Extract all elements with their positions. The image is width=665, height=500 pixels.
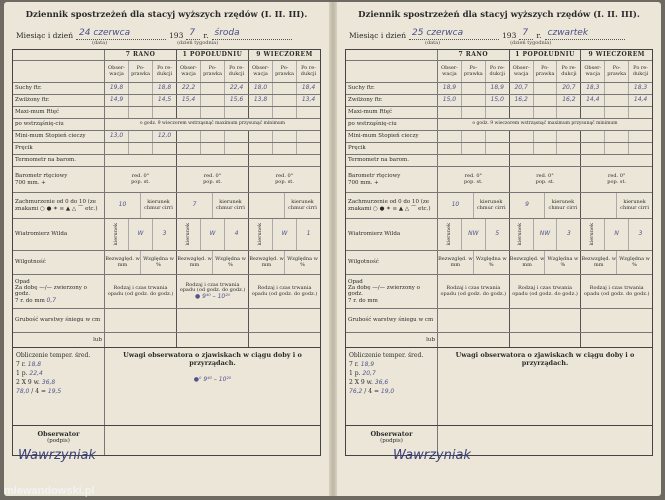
reading-cell (629, 83, 652, 94)
reading-cell (557, 143, 581, 154)
row-dry (438, 83, 652, 94)
reading-cell (605, 95, 629, 106)
reading-cell (225, 131, 249, 142)
reading-cell (534, 143, 558, 154)
reading-cell (177, 143, 201, 154)
reading-value: 18,9 (490, 84, 504, 92)
observation-grid: 7 RANO 1 POPOŁUDNIU 9 WIECZOREM Obser-wacja Po-prawka Po re-dukcji Obser-wacja Po-prawka Po re-dukcji Obser-wacja Po-prawka Po re-dukcji Suchy ftr. 18,9 18,9 20,7 20,7 18,3 18,3 Zwilżony ftr. 15,0 15,0 16,2 16,2 14,4 14,4 Maxi-mum Rtęć po wstrząśnię-ciu o godz. 9 wieczorem wstrząsnąć maximum przysunąć minimum Mini-mum Stopień cieczy Pręcik Termometr na barom. Barometr rtęciowy 700 mm. + red. 0° pop. st. red. 0° pop. st. red. 0° pop. st. Zachmurzenie od 0 do 10 (ze znakami ○ ● ✶ ≡ ▲ △ ⌒ etc.) 10 kierunek chmur cirri 9 kierunek chmur cirri kierunek chmur cirri Wiatromierz Wilda kierunek NW 5 kierunek NW 3 kierunek N 3 Wilgotność Bezwzględ. w mm Względna w % Bezwzględ. w mm Względna w % Bezwzględ. w mm Względna w % Opad Za dobę —/— zwierzony o godz. 7 r. do mm Rodzaj i czas trwania opadu (od godz. do godz.) Rodzaj i czas trwania opadu (od godz. do godz.) Rodzaj i czas trwania opadu (od godz. do godz.) Grubość warstwy śniegu w cm lub (345, 49, 653, 348)
reading-cell (129, 95, 153, 106)
date-line: Miesiąc i dzień 24 czerwca 193 7 r. środa (12, 22, 321, 40)
reading-cell (273, 107, 297, 118)
reading-cell (297, 95, 320, 106)
reading-cell (581, 107, 605, 118)
row-maxi (438, 107, 652, 118)
reading-cell (129, 83, 153, 94)
reading-cell (581, 143, 605, 154)
reading-value: 18,9 (442, 84, 457, 92)
left-page: Dziennik spostrzeżeń dla stacyj wyższych rzędów (I. II. III). Miesiąc i dzień 24 czerwca 193 7 r. środa (data) (dzień tygodnia) 7 RANO 1 POPOŁUDNIU 9 WIECZOREM Obser-wacja Po-prawka Po re-dukcji Obser-wacja Po-prawka Po re-dukcji Obser-wacja Po-prawka Po re-dukcji Suchy ftr. 19,8 18,8 22,2 22,4 18,0 18,4 Zwilżony ftr. 14,9 14,5 15,4 15,6 13,8 13,4 Maxi-mum Rtęć po wstrząśnię-ciu o godz. 9 wieczorem wstrząsnąć maximum przysunąć minimum Mini-mum Stopień cieczy 13,0 12,0 Pręcik Termometr na barom. Barometr rtęciowy 700 mm. + red. 0° pop. st. red. 0° pop. st. red. 0° pop. st. Zachmurzenie od 0 do 10 (ze znakami ○ ● ✶ ≡ ▲ △ ⌒ etc.) 10 kierunek chmur cirri 7 kierunek chmur cirri kierunek chmur cirri Wiatromierz Wilda kierunek W 3 kierunek W 4 kierunek W 1 Wilgotność Bezwzględ. w mm Względna w % Bezwzględ. w mm Względna w % Bezwzględ. w mm Względna w % Opad Za dobę —/— zwierzony o godz. 7 r. do mm 0,7 Rodzaj i czas trwania opadu (od godz. do godz.) Rodzaj i czas trwania opadu (od godz. do godz.) ● 9⁴⁰ – 10²⁰ Rodzaj i czas trwania opadu (od godz. do godz.) Grubość warstwy śniegu w cm lub Obliczenie temper. śred. 7 r. 18,8 1 p. 22,4 2 X 9 w. 36,8 78,0 / 4 = 19,5 Uwagi obserwatora o zjawiskach w ciągu doby i o przyrządach. ●⁰ 9⁴⁰ – 10²⁰ Obserwator (podpis) Wawrzyniak (4, 2, 329, 496)
reading-cell (129, 131, 153, 142)
month-day-value: 25 czerwca (412, 28, 464, 38)
reading-cell (225, 95, 249, 106)
reading-cell (297, 131, 320, 142)
reading-cell (201, 83, 225, 94)
reading-cell (605, 131, 629, 142)
reading-cell (249, 95, 273, 106)
reading-cell (438, 107, 462, 118)
reading-value: 13,8 (253, 96, 268, 104)
reading-cell (438, 143, 462, 154)
month-day-value: 24 czerwca (79, 28, 131, 38)
reading-cell (605, 143, 629, 154)
reading-cell (510, 83, 534, 94)
form-title: Dziennik spostrzeżeń dla stacyj wyższych rzędów (I. II. III). (25, 10, 308, 20)
reading-value: 20,7 (514, 84, 528, 92)
reading-cell (534, 83, 558, 94)
reading-value: 22,2 (181, 84, 196, 92)
observation-grid: 7 RANO 1 POPOŁUDNIU 9 WIECZOREM Obser-wacja Po-prawka Po re-dukcji Obser-wacja Po-prawka Po re-dukcji Obser-wacja Po-prawka Po re-dukcji Suchy ftr. 19,8 18,8 22,2 22,4 18,0 18,4 Zwilżony ftr. 14,9 14,5 15,4 15,6 13,8 13,4 Maxi-mum Rtęć po wstrząśnię-ciu o godz. 9 wieczorem wstrząsnąć maximum przysunąć minimum Mini-mum Stopień cieczy 13,0 12,0 Pręcik Termometr na barom. Barometr rtęciowy 700 mm. + red. 0° pop. st. red. 0° pop. st. red. 0° pop. st. Zachmurzenie od 0 do 10 (ze znakami ○ ● ✶ ≡ ▲ △ ⌒ etc.) 10 kierunek chmur cirri 7 kierunek chmur cirri kierunek chmur cirri Wiatromierz Wilda kierunek W 3 kierunek W 4 kierunek W 1 Wilgotność Bezwzględ. w mm Względna w % Bezwzględ. w mm Względna w % Bezwzględ. w mm Względna w % Opad Za dobę —/— zwierzony o godz. 7 r. do mm 0,7 Rodzaj i czas trwania opadu (od godz. do godz.) Rodzaj i czas trwania opadu (od godz. do godz.) ● 9⁴⁰ – 10²⁰ Rodzaj i czas trwania opadu (od godz. do godz.) Grubość warstwy śniegu w cm lub (12, 49, 321, 348)
right-page: Dziennik spostrzeżeń dla stacyj wyższych rzędów (I. II. III). Miesiąc i dzień 25 czerwca 193 7 r. czwartek (data) (dzień tygodnia) 7 RANO 1 POPOŁUDNIU 9 WIECZOREM Obser-wacja Po-prawka Po re-dukcji Obser-wacja Po-prawka Po re-dukcji Obser-wacja Po-prawka Po re-dukcji Suchy ftr. 18,9 18,9 20,7 20,7 18,3 18,3 Zwilżony ftr. 15,0 15,0 16,2 16,2 14,4 14,4 Maxi-mum Rtęć po wstrząśnię-ciu o godz. 9 wieczorem wstrząsnąć maximum przysunąć minimum Mini-mum Stopień cieczy Pręcik Termometr na barom. Barometr rtęciowy 700 mm. + red. 0° pop. st. red. 0° pop. st. red. 0° pop. st. Zachmurzenie od 0 do 10 (ze znakami ○ ● ✶ ≡ ▲ △ ⌒ etc.) 10 kierunek chmur cirri 9 kierunek chmur cirri kierunek chmur cirri Wiatromierz Wilda kierunek NW 5 kierunek NW 3 kierunek N 3 Wilgotność Bezwzględ. w mm Względna w % Bezwzględ. w mm Względna w % Bezwzględ. w mm Względna w % Opad Za dobę —/— zwierzony o godz. 7 r. do mm Rodzaj i czas trwania opadu (od godz. do godz.) Rodzaj i czas trwania opadu (od godz. do godz.) Rodzaj i czas trwania opadu (od godz. do godz.) Grubość warstwy śniegu w cm lub Obliczenie temper. śred. 7 r. 18,9 1 p. 20,7 2 X 9 w. 36,6 76,2 / 4 = 19,0 Uwagi obserwatora o zjawiskach w ciągu doby i o przyrządach. Obserwator (podpis) Wawrzyniak (337, 2, 661, 496)
row-wet (105, 95, 320, 106)
reading-cell (153, 95, 177, 106)
row-mini (438, 131, 652, 142)
reading-value: 18,8 (157, 84, 172, 92)
reading-cell (249, 107, 273, 118)
reading-value: 13,4 (301, 96, 316, 104)
reading-cell (629, 131, 652, 142)
reading-cell (249, 131, 273, 142)
reading-cell (510, 143, 534, 154)
reading-cell (581, 83, 605, 94)
reading-value: 22,4 (229, 84, 244, 92)
reading-cell (129, 107, 153, 118)
reading-cell (225, 107, 249, 118)
reading-cell (534, 107, 558, 118)
reading-value: 19,8 (109, 84, 124, 92)
reading-cell (201, 107, 225, 118)
mean-temp-calc: Obliczenie temper. śred. 7 r. 18,9 1 p. 20,7 2 X 9 w. 36,6 76,2 / 4 = 19,0 (346, 348, 438, 425)
reading-cell (105, 107, 129, 118)
reading-cell (153, 143, 177, 154)
reading-value: 13,0 (109, 132, 124, 140)
reading-cell (534, 131, 558, 142)
reading-cell (510, 131, 534, 142)
row-dry (105, 83, 320, 94)
observer-signature: Wawrzyniak (393, 448, 471, 463)
reading-value: 18,3 (586, 84, 600, 92)
mean-temp-calc: Obliczenie temper. śred. 7 r. 18,8 1 p. 22,4 2 X 9 w. 36,8 78,0 / 4 = 19,5 (13, 348, 105, 425)
reading-cell (177, 131, 201, 142)
weekday-value: czwartek (547, 28, 589, 38)
reading-cell (629, 95, 652, 106)
row-precik (438, 143, 652, 154)
reading-cell (629, 107, 652, 118)
reading-cell (486, 143, 510, 154)
reading-cell (297, 143, 320, 154)
reading-cell (438, 95, 462, 106)
reading-cell (249, 143, 273, 154)
reading-value: 18,3 (633, 84, 648, 92)
reading-cell (105, 131, 129, 142)
reading-cell (273, 143, 297, 154)
reading-cell (462, 143, 486, 154)
reading-cell (581, 95, 605, 106)
date-line: Miesiąc i dzień 25 czerwca 193 7 r. czwartek (345, 22, 653, 40)
reading-value: 18,4 (301, 84, 316, 92)
reading-value: 15,0 (442, 96, 457, 104)
reading-cell (105, 95, 129, 106)
reading-cell (581, 131, 605, 142)
reading-cell (486, 107, 510, 118)
reading-cell (486, 83, 510, 94)
reading-cell (273, 131, 297, 142)
reading-cell (557, 131, 581, 142)
reading-cell (225, 83, 249, 94)
reading-cell (605, 107, 629, 118)
reading-cell (201, 143, 225, 154)
reading-cell (201, 131, 225, 142)
reading-cell (462, 107, 486, 118)
form-title: Dziennik spostrzeżeń dla stacyj wyższych rzędów (I. II. III). (358, 10, 640, 20)
reading-cell (510, 95, 534, 106)
reading-cell (249, 83, 273, 94)
reading-cell (557, 95, 581, 106)
reading-cell (462, 95, 486, 106)
reading-cell (297, 107, 320, 118)
weekday-value: środa (214, 28, 240, 38)
reading-cell (486, 95, 510, 106)
reading-cell (177, 107, 201, 118)
reading-value: 14,5 (157, 96, 172, 104)
observer-remarks: Uwagi obserwatora o zjawiskach w ciągu doby i o przyrządach. (455, 351, 635, 368)
book-spine (329, 2, 337, 496)
notebook (4, 2, 661, 496)
reading-cell (177, 95, 201, 106)
reading-cell (153, 83, 177, 94)
reading-value: 20,7 (562, 84, 576, 92)
reading-value: 12,0 (157, 132, 172, 140)
reading-cell (273, 95, 297, 106)
reading-cell (273, 83, 297, 94)
reading-cell (510, 107, 534, 118)
reading-value: 16,2 (562, 96, 576, 104)
reading-cell (438, 131, 462, 142)
watermark: mlewandowski.pl (4, 485, 95, 497)
reading-value: 18,0 (253, 84, 268, 92)
observer-remarks: Uwagi obserwatora o zjawiskach w ciągu doby i o przyrządach. ●⁰ 9⁴⁰ – 10²⁰ (123, 351, 302, 383)
reading-cell (201, 95, 225, 106)
reading-cell (105, 83, 129, 94)
observer-signature: Wawrzyniak (18, 448, 96, 463)
reading-value: 15,4 (181, 96, 196, 104)
reading-value: 14,9 (109, 96, 124, 104)
reading-cell (153, 107, 177, 118)
reading-cell (557, 83, 581, 94)
reading-value: 14,4 (633, 96, 648, 104)
reading-cell (534, 95, 558, 106)
reading-cell (486, 131, 510, 142)
reading-cell (225, 143, 249, 154)
row-mini (105, 131, 320, 142)
reading-cell (129, 143, 153, 154)
row-precik (105, 143, 320, 154)
reading-cell (438, 83, 462, 94)
reading-cell (105, 143, 129, 154)
reading-value: 15,0 (490, 96, 504, 104)
reading-cell (462, 131, 486, 142)
row-wet (438, 95, 652, 106)
row-maxi (105, 107, 320, 118)
reading-cell (557, 107, 581, 118)
reading-cell (629, 143, 652, 154)
reading-cell (153, 131, 177, 142)
reading-cell (462, 83, 486, 94)
reading-value: 15,6 (229, 96, 244, 104)
reading-value: 14,4 (586, 96, 600, 104)
reading-cell (177, 83, 201, 94)
reading-cell (605, 83, 629, 94)
reading-value: 16,2 (514, 96, 528, 104)
reading-cell (297, 83, 320, 94)
